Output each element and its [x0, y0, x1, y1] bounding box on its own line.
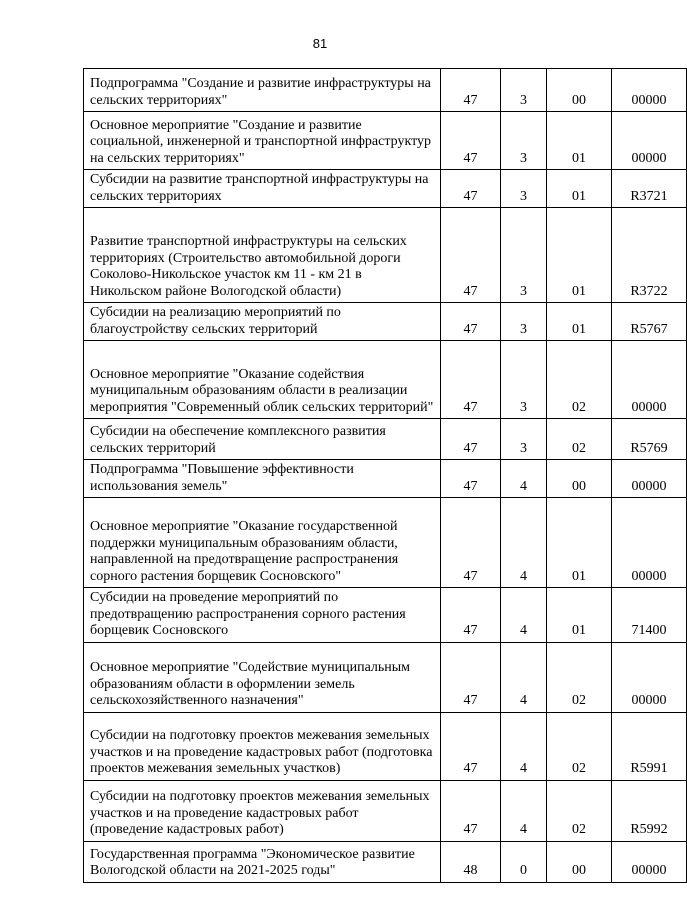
row-code-direction: R3721 [612, 170, 687, 208]
row-code-program: 48 [441, 841, 501, 882]
row-code-subprogram: 3 [501, 208, 547, 303]
table-row [84, 341, 687, 419]
row-code-direction: 00000 [612, 112, 687, 170]
row-description: Субсидии на подготовку проектов межевания земельных участков и на проведение кадастровых работ (проведение кадастровых работ) [84, 780, 441, 841]
row-code-subprogram: 3 [501, 170, 547, 208]
row-code-direction: 71400 [612, 588, 687, 643]
row-code-subprogram: 0 [501, 841, 547, 882]
budget-classification-table [83, 68, 687, 883]
row-description: Субсидии на реализацию мероприятий по благоустройству сельских территорий [84, 303, 441, 341]
row-description: Подпрограмма "Создание и развитие инфраструктуры на сельских территориях" [84, 69, 441, 112]
table-row [84, 712, 687, 780]
row-code-activity: 00 [547, 460, 612, 498]
table-row [84, 303, 687, 341]
row-code-activity: 02 [547, 341, 612, 419]
row-code-subprogram: 4 [501, 712, 547, 780]
row-code-activity: 02 [547, 712, 612, 780]
row-code-program: 47 [441, 642, 501, 712]
row-code-subprogram: 4 [501, 498, 547, 588]
row-code-subprogram: 4 [501, 588, 547, 643]
row-description: Государственная программа "Экономическое развитие Вологодской области на 2021-2025 годы" [84, 841, 441, 882]
row-code-program: 47 [441, 588, 501, 643]
row-code-direction: R3722 [612, 208, 687, 303]
row-code-subprogram: 3 [501, 419, 547, 460]
row-code-program: 47 [441, 303, 501, 341]
row-code-program: 47 [441, 69, 501, 112]
row-code-subprogram: 3 [501, 69, 547, 112]
row-code-subprogram: 4 [501, 780, 547, 841]
table-row [84, 208, 687, 303]
table-row [84, 460, 687, 498]
row-code-activity: 00 [547, 841, 612, 882]
row-description: Основное мероприятие "Содействие муниципальным образованиям области в оформлении земель сельскохозяйственного назначения" [84, 642, 441, 712]
row-code-direction: R5769 [612, 419, 687, 460]
row-code-direction: R5767 [612, 303, 687, 341]
row-description: Субсидии на подготовку проектов межевания земельных участков и на проведение кадастровых работ (подготовка проектов межевания земельных участков) [84, 712, 441, 780]
row-description: Субсидии на обеспечение комплексного развития сельских территорий [84, 419, 441, 460]
table-row [84, 780, 687, 841]
table-row [84, 841, 687, 882]
row-code-activity: 02 [547, 780, 612, 841]
row-description: Субсидии на проведение мероприятий по предотвращению распространения сорного растения борщевик Сосновского [84, 588, 441, 643]
row-description: Основное мероприятие "Создание и развитие социальной, инженерной и транспортной инфраструктур на сельских территориях" [84, 112, 441, 170]
row-code-direction: 00000 [612, 841, 687, 882]
row-description: Подпрограмма "Повышение эффективности использования земель" [84, 460, 441, 498]
table-row [84, 588, 687, 643]
table-row [84, 170, 687, 208]
row-code-direction: 00000 [612, 642, 687, 712]
page-number: 81 [312, 36, 328, 51]
row-code-subprogram: 4 [501, 460, 547, 498]
row-description: Основное мероприятие "Оказание государственной поддержки муниципальным образованиям области, направленной на предотвращение распространения сорного растения борщевик Сосновского" [84, 498, 441, 588]
row-code-direction: R5992 [612, 780, 687, 841]
row-code-activity: 01 [547, 112, 612, 170]
table-row [84, 419, 687, 460]
row-code-activity: 01 [547, 303, 612, 341]
row-code-program: 47 [441, 341, 501, 419]
row-code-activity: 00 [547, 69, 612, 112]
row-code-subprogram: 3 [501, 303, 547, 341]
row-code-direction: 00000 [612, 341, 687, 419]
row-code-activity: 01 [547, 588, 612, 643]
row-code-subprogram: 3 [501, 341, 547, 419]
table-row [84, 642, 687, 712]
row-code-activity: 01 [547, 170, 612, 208]
table-row [84, 69, 687, 112]
table-row [84, 498, 687, 588]
row-code-activity: 01 [547, 208, 612, 303]
row-code-activity: 01 [547, 498, 612, 588]
row-description: Основное мероприятие "Оказание содействия муниципальным образованиям области в реализации мероприятия "Современный облик сельских территорий" [84, 341, 441, 419]
row-code-direction: R5991 [612, 712, 687, 780]
row-code-program: 47 [441, 170, 501, 208]
row-code-direction: 00000 [612, 498, 687, 588]
row-code-direction: 00000 [612, 460, 687, 498]
row-code-subprogram: 4 [501, 642, 547, 712]
row-code-program: 47 [441, 419, 501, 460]
row-code-program: 47 [441, 498, 501, 588]
row-code-program: 47 [441, 712, 501, 780]
row-description: Субсидии на развитие транспортной инфраструктуры на сельских территориях [84, 170, 441, 208]
row-description: Развитие транспортной инфраструктуры на сельских территориях (Строительство автомобильной дороги Соколово-Никольское участок км 11 - км 21 в Никольском районе Вологодской области) [84, 208, 441, 303]
row-code-program: 47 [441, 112, 501, 170]
row-code-direction: 00000 [612, 69, 687, 112]
row-code-activity: 02 [547, 419, 612, 460]
row-code-program: 47 [441, 780, 501, 841]
row-code-subprogram: 3 [501, 112, 547, 170]
row-code-program: 47 [441, 460, 501, 498]
table-row [84, 112, 687, 170]
row-code-activity: 02 [547, 642, 612, 712]
row-code-program: 47 [441, 208, 501, 303]
